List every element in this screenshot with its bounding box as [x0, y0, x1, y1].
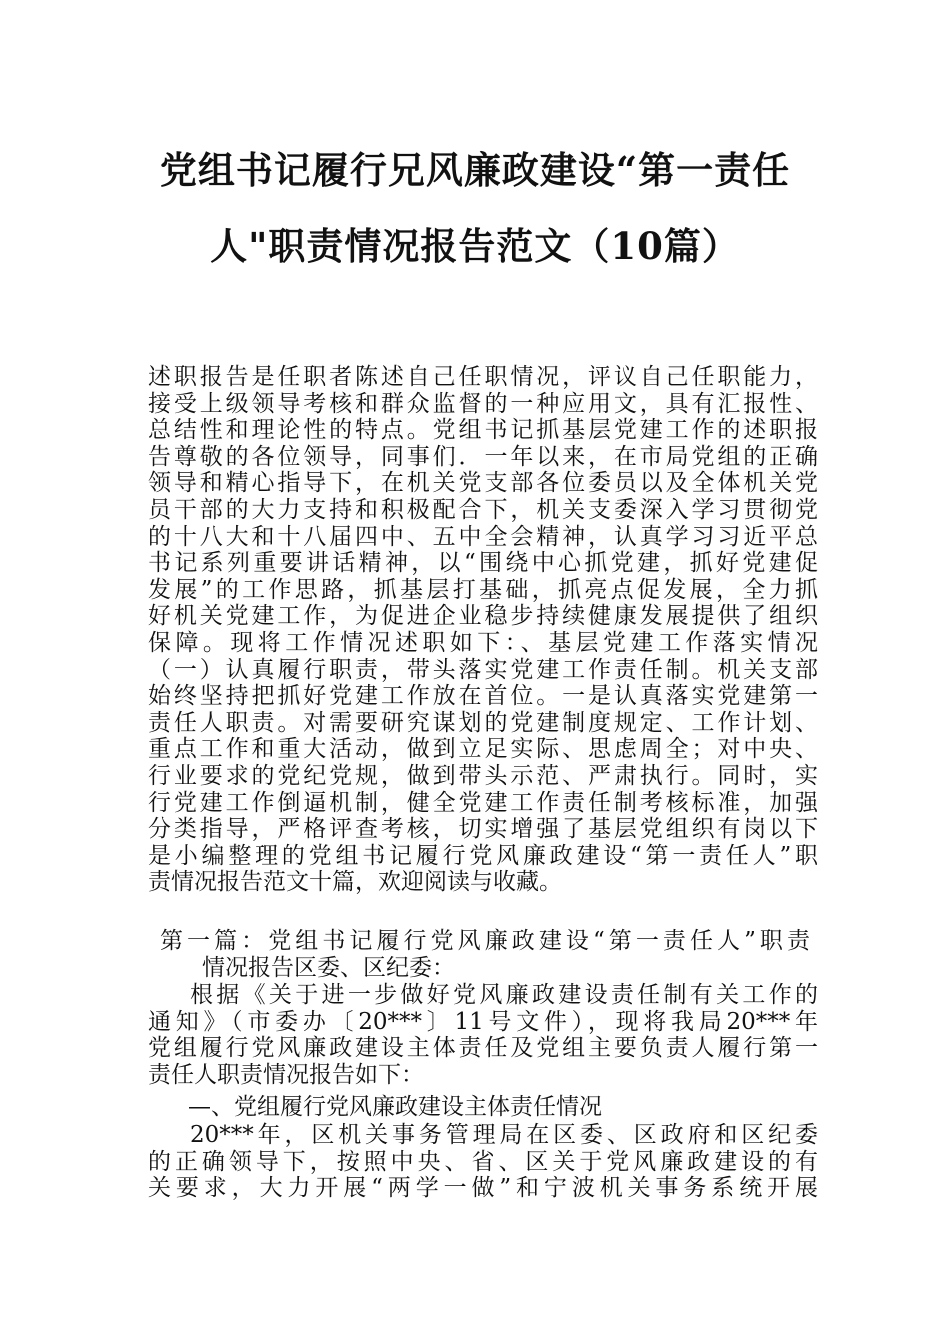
notice-line: 通知》（市委办〔20***〕11号文件），现将我局20***年: [148, 1008, 818, 1035]
body-line: 20***年，区机关事务管理局在区委、区政府和区纪委: [190, 1122, 818, 1148]
section-1-title: [160, 928, 810, 981]
notice-line: 根据《关于进一步做好党风廉政建设责任制有关工作的: [190, 982, 818, 1008]
intro-line: 责情况报告范文十篇，欢迎阅读与收藏。: [148, 869, 562, 896]
intro-line: 发展”的工作思路，抓基层打基础，抓亮点促发展，全力抓: [148, 576, 818, 603]
intro-line: 员干部的大力支持和积极配合下，机关支委深入学习贯彻党: [148, 496, 818, 523]
body-line: 关要求，大力开展“两学一做”和宁波机关事务系统开展: [148, 1175, 818, 1202]
intro-line: 的十八大和十八届四中、五中全会精神，认真学习习近平总: [148, 523, 818, 550]
section-1-title-line-2: 情况报告区委、区纪委：: [202, 954, 455, 981]
body-line: 的正确领导下，按照中央、省、区关于党风廉政建设的有: [148, 1148, 818, 1175]
intro-line: （一）认真履行职责，带头落实党建工作责任制。机关支部: [148, 656, 818, 683]
notice-paragraph: [148, 982, 818, 1088]
intro-line: 始终坚持把抓好党建工作放在首位。一是认真落实党建第一: [148, 683, 818, 710]
body-paragraph-1: [148, 1122, 818, 1202]
subsection-heading-1: —、党组履行党风廉政建设主体责任情况: [188, 1094, 602, 1120]
intro-line: 总结性和理论性的特点。党组书记抓基层党建工作的述职报: [148, 417, 818, 444]
title-line-1: 党组书记履行兄风廉政建设“第一责任: [159, 148, 791, 192]
notice-line: 责任人职责情况报告如下：: [148, 1061, 424, 1088]
intro-line: 领导和精心指导下，在机关党支部各位委员以及全体机关党: [148, 470, 818, 497]
intro-line: 分类指导，严格评查考核，切实增强了基层党组织有岗以下: [148, 816, 818, 843]
intro-line: 是小编整理的党组书记履行党风廉政建设“第一责任人”职: [148, 842, 818, 869]
intro-line: 行党建工作倒逼机制，健全党建工作责任制考核标准，加强: [148, 789, 818, 816]
intro-line: 责任人职责。对需要研究谋划的党建制度规定、工作计划、: [148, 709, 818, 736]
intro-line: 接受上级领导考核和群众监督的一种应用文，具有汇报性、: [148, 390, 818, 417]
intro-line: 书记系列重要讲话精神，以“围绕中心抓党建，抓好党建促: [148, 550, 818, 577]
intro-line: 行业要求的党纪党规，做到带头示范、严肃执行。同时，实: [148, 762, 818, 789]
intro-paragraph: [148, 364, 818, 896]
intro-line: 述职报告是任职者陈述自己任职情况，评议自己任职能力，: [148, 364, 818, 390]
intro-line: 重点工作和重大活动，做到立足实际、思虑周全；对中央、: [148, 736, 818, 763]
title-line-2: 人"职责情况报告范文（10篇）: [210, 224, 740, 268]
notice-line: 党组履行党风廉政建设主体责任及党组主要负责人履行第一: [148, 1035, 818, 1062]
intro-line: 保障。现将工作情况述职如下：、基层党建工作落实情况: [148, 629, 818, 656]
intro-line: 好机关党建工作，为促进企业稳步持续健康发展提供了组织: [148, 603, 818, 630]
intro-line: 告尊敬的各位领导，同事们．一年以来，在市局党组的正确: [148, 443, 818, 470]
section-1-title-line-1: 第一篇：党组书记履行党风廉政建设“第一责任人”职责: [160, 928, 810, 954]
